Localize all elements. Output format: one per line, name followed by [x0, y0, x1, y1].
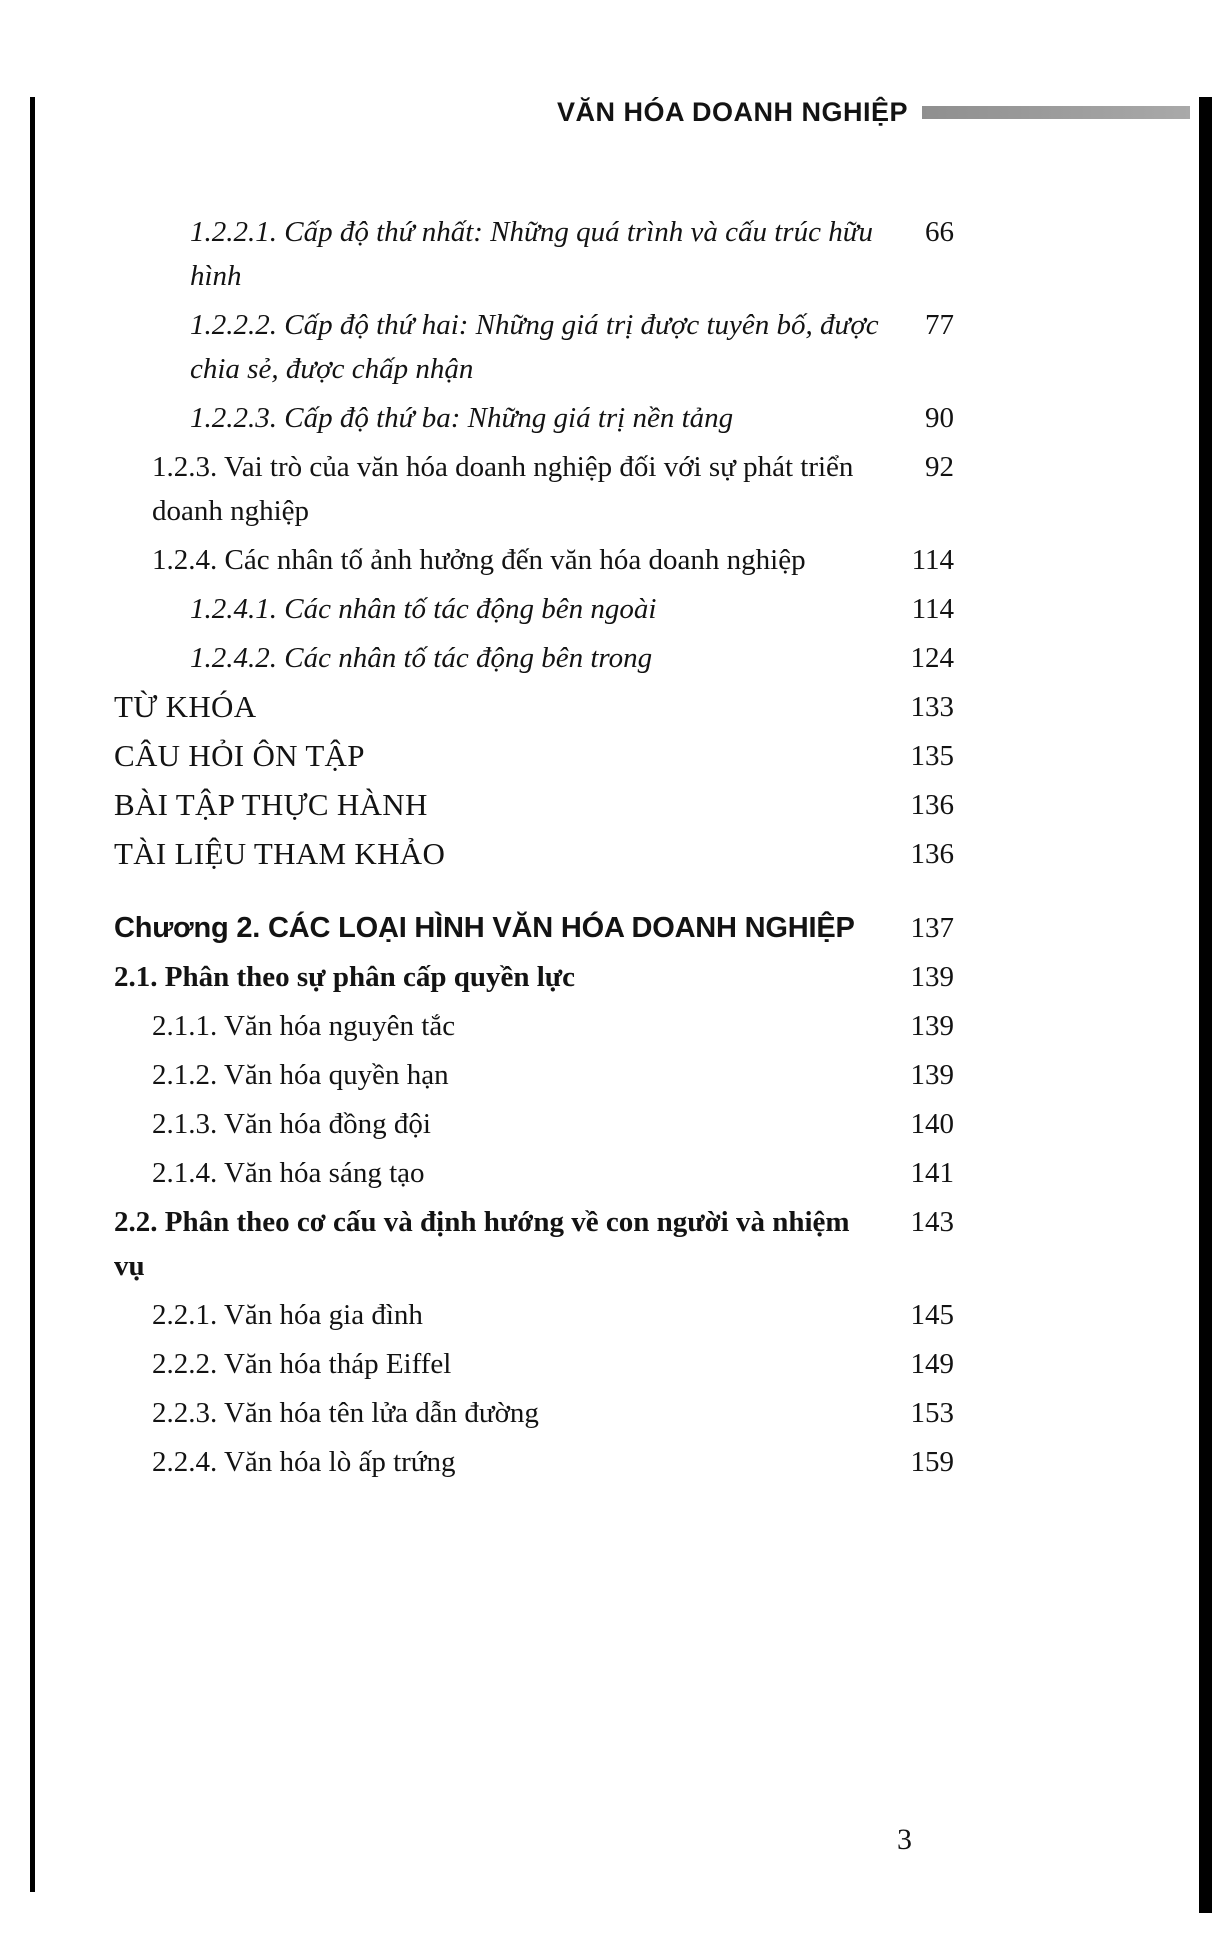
- toc-entry: [114, 906, 954, 950]
- toc-entry: [114, 538, 954, 582]
- toc-entry: [114, 1293, 954, 1337]
- toc-entry-page-number: 140: [910, 1108, 954, 1140]
- toc-entry: [114, 445, 954, 533]
- toc-entry-title: 2.2.1. Văn hóa gia đình: [152, 1299, 423, 1331]
- toc-entry-title: 2.1.3. Văn hóa đồng đội: [152, 1108, 431, 1140]
- toc-entry: [114, 1102, 954, 1146]
- toc-entry-page-number: 141: [910, 1157, 954, 1189]
- toc-entry: [114, 1391, 954, 1435]
- toc-entry: [114, 1342, 954, 1386]
- toc-entry-title: TÀI LIỆU THAM KHẢO: [114, 836, 446, 871]
- toc-entry-title: 1.2.2.1. Cấp độ thứ nhất: Những quá trình và cấu trúc hữu hình: [190, 216, 874, 292]
- toc-entry-title: 1.2.4.2. Các nhân tố tác động bên trong: [190, 642, 653, 674]
- toc-entry-page-number: 149: [910, 1348, 954, 1380]
- toc-entry-page-number: 139: [910, 1010, 954, 1042]
- toc-entry-page-number: 153: [910, 1397, 954, 1429]
- toc-entry-page-number: 92: [925, 451, 954, 483]
- toc-entry-page-number: 133: [910, 691, 954, 723]
- toc-entry-page-number: 114: [911, 593, 954, 625]
- toc-entry-page-number: 77: [925, 309, 954, 341]
- toc-entry: [114, 1004, 954, 1048]
- toc-entry-page-number: 66: [925, 216, 954, 248]
- toc-entry: [114, 685, 954, 729]
- toc-entry-page-number: 137: [910, 912, 954, 944]
- toc-entry-page-number: 143: [910, 1206, 954, 1238]
- toc-entry: [114, 1151, 954, 1195]
- toc-entry-page-number: 90: [925, 402, 954, 434]
- toc-entry: [114, 1053, 954, 1097]
- toc-entry-title: 2.1. Phân theo sự phân cấp quyền lực: [114, 961, 576, 993]
- toc-entry: [114, 587, 954, 631]
- toc-entry-title: 2.2.3. Văn hóa tên lửa dẫn đường: [152, 1397, 539, 1429]
- toc-entry: [114, 636, 954, 680]
- toc-entry-title: 2.1.4. Văn hóa sáng tạo: [152, 1157, 425, 1189]
- toc-entry-title: 1.2.3. Vai trò của văn hóa doanh nghiệp đối với sự phát triển doanh nghiệp: [152, 451, 854, 527]
- toc-entry-title: 1.2.2.2. Cấp độ thứ hai: Những giá trị được tuyên bố, được chia sẻ, được chấp nhận: [190, 309, 879, 385]
- toc-entry-title: 1.2.4. Các nhân tố ảnh hưởng đến văn hóa doanh nghiệp: [152, 544, 806, 576]
- toc-entry-page-number: 136: [910, 789, 954, 821]
- toc-entry-title: 2.1.1. Văn hóa nguyên tắc: [152, 1010, 456, 1042]
- toc-entry: [114, 783, 954, 827]
- toc-entry-title: TỪ KHÓA: [114, 689, 257, 724]
- toc-entry-page-number: 159: [910, 1446, 954, 1478]
- toc-entry-page-number: 124: [910, 642, 954, 674]
- running-head-title: VĂN HÓA DOANH NGHIỆP: [556, 97, 908, 127]
- toc-entry-title: CÂU HỎI ÔN TẬP: [114, 738, 365, 773]
- header-decoration-bar: [922, 106, 1190, 119]
- toc-entry: [114, 1200, 954, 1288]
- toc-entry-page-number: 135: [910, 740, 954, 772]
- table-of-contents: [114, 210, 954, 1484]
- toc-entry-page-number: 145: [910, 1299, 954, 1331]
- toc-entry-title: Chương 2. CÁC LOẠI HÌNH VĂN HÓA DOANH NGHIỆP: [114, 912, 855, 944]
- toc-entry: [114, 734, 954, 778]
- toc-entry-title: 1.2.4.1. Các nhân tố tác động bên ngoài: [190, 593, 657, 625]
- toc-entry: [114, 955, 954, 999]
- page-number: 3: [897, 1823, 912, 1856]
- toc-entry-title: 2.2.4. Văn hóa lò ấp trứng: [152, 1446, 456, 1478]
- toc-entry-title: 2.2.2. Văn hóa tháp Eiffel: [152, 1348, 452, 1380]
- toc-entry-page-number: 136: [910, 838, 954, 870]
- toc-entry-title: BÀI TẬP THỰC HÀNH: [114, 787, 428, 822]
- toc-entry-page-number: 114: [911, 544, 954, 576]
- toc-entry-page-number: 139: [910, 961, 954, 993]
- toc-entry: [114, 832, 954, 876]
- toc-entry: [114, 396, 954, 440]
- toc-entry-title: 2.2. Phân theo cơ cấu và định hướng về con người và nhiệm vụ: [114, 1206, 850, 1282]
- toc-entry-title: 2.1.2. Văn hóa quyền hạn: [152, 1059, 449, 1091]
- page-header: [0, 97, 1190, 128]
- toc-entry-title: 1.2.2.3. Cấp độ thứ ba: Những giá trị nền tảng: [190, 402, 734, 434]
- toc-entry: [114, 303, 954, 391]
- scan-edge-right: [1199, 97, 1212, 1913]
- toc-entry: [114, 1440, 954, 1484]
- scan-edge-left: [30, 97, 35, 1892]
- toc-entry-page-number: 139: [910, 1059, 954, 1091]
- toc-entry: [114, 210, 954, 298]
